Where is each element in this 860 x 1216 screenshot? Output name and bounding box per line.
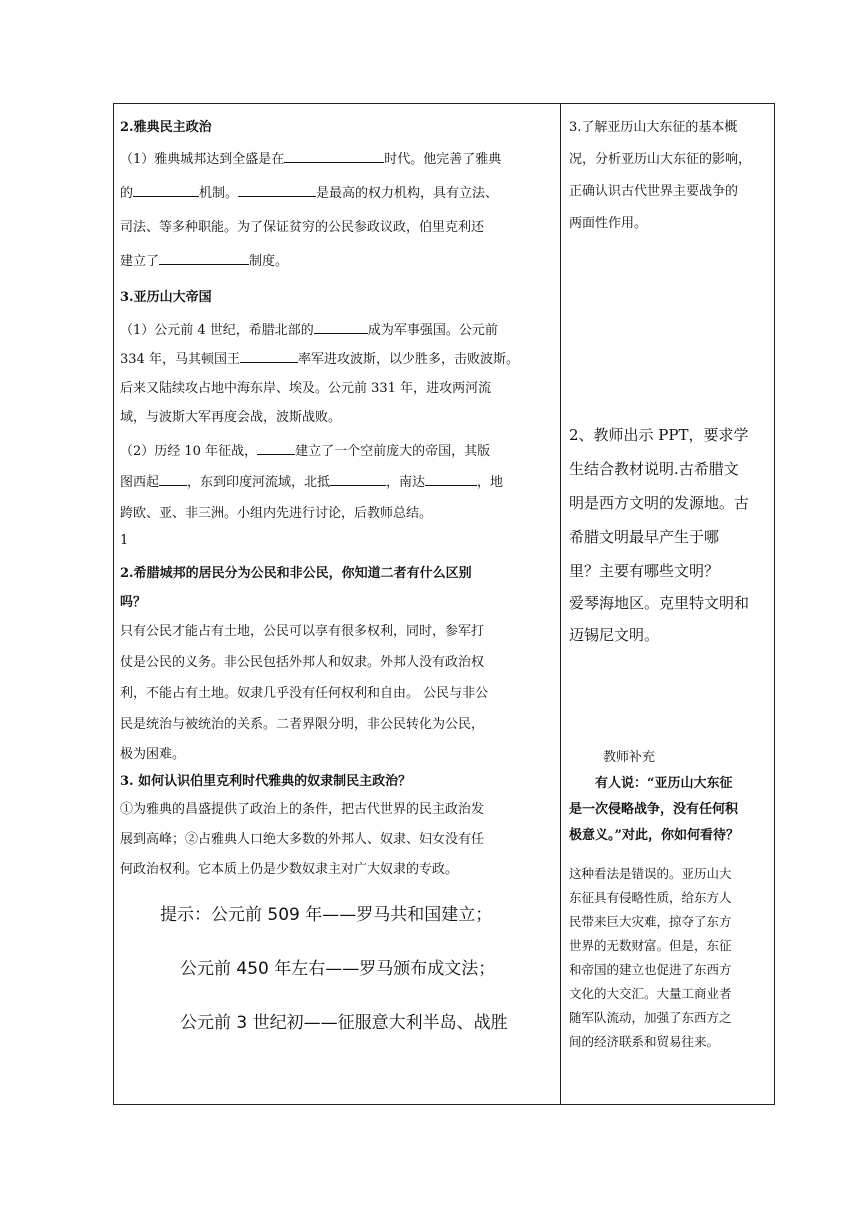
- lesson-table: [113, 103, 775, 1105]
- teacher-supplement-title: 教师补充: [603, 750, 656, 765]
- answer-3-line: ①为雅典的昌盛提供了政治上的条件，把古代世界的民主政治发: [120, 802, 485, 817]
- section-title-athens: 2.雅典民主政治: [120, 120, 212, 135]
- ppt-line: 2、教师出示 PPT，要求学: [569, 426, 749, 444]
- text-line: [120, 471, 503, 490]
- goal-line: 3.了解亚历山大东征的基本概: [569, 120, 738, 135]
- text: 机制。: [199, 186, 239, 201]
- answer-line: 和帝国的建立也促进了东西方: [569, 962, 732, 977]
- answer-2-line: 极为困难。: [120, 747, 186, 762]
- text-line: [120, 182, 498, 201]
- fill-blank[interactable]: [238, 184, 316, 197]
- answer-line: 这种看法是错误的。亚历山大: [569, 866, 732, 881]
- ppt-line: 爱琴海地区。克里特文明和: [569, 594, 750, 612]
- fill-blank[interactable]: [257, 442, 295, 455]
- goal-line: 正确认识古代世界主要战争的: [569, 184, 739, 199]
- text: （2）历经 10 年征战，: [120, 444, 258, 459]
- answer-line: 随军队流动，加强了东西方之: [569, 1010, 732, 1025]
- ppt-line: 迈锡尼文明。: [569, 626, 660, 644]
- quote-line: 极意义。”对此，你如何看待？: [569, 828, 739, 843]
- fill-blank[interactable]: [159, 252, 249, 265]
- text: 时代。他完善了雅典: [384, 152, 502, 167]
- text-line: [120, 148, 501, 167]
- question-3: 3. 如何认识伯里克利时代雅典的奴隶制民主政治？: [120, 774, 412, 789]
- answer-line: 民带来巨大灾难，掠夺了东方: [569, 914, 732, 929]
- answer-2-line: 民是统治与被统治的关系。二者界限分明，非公民转化为公民，: [120, 717, 485, 732]
- content-column: [114, 104, 561, 1104]
- text: 图西起: [120, 475, 160, 490]
- text-line: 跨欧、亚、非三洲。小组内先进行讨论，后教师总结。: [120, 506, 433, 521]
- text: 的: [120, 186, 134, 201]
- hint-line: 公元前 450 年左右——罗马颁布成文法；: [180, 959, 496, 979]
- hint-line: 提示：公元前 509 年——罗马共和国建立；: [160, 905, 493, 925]
- goal-line: 况，分析亚历山大东征的影响，: [569, 152, 752, 167]
- text-line: [120, 440, 490, 459]
- ppt-line: 明是西方文明的发源地。古: [569, 494, 750, 512]
- text-line: [120, 348, 519, 367]
- answer-3-line: 何政治权利。它本质上仍是少数奴隶主对广大奴隶的专政。: [120, 862, 459, 877]
- answer-line: 东征具有侵略性质，给东方人: [569, 890, 732, 905]
- text: 建立了: [120, 254, 160, 269]
- hint-line: 公元前 3 世纪初——征服意大利半岛、战胜: [180, 1013, 508, 1033]
- question-2: 2.希腊城邦的居民分为公民和非公民，你知道二者有什么区别: [120, 566, 472, 581]
- question-2-cont: 吗？: [120, 595, 147, 610]
- quote-line: 是一次侵略战争，没有任何积: [569, 802, 739, 817]
- text-line: [120, 319, 498, 338]
- quote-line: 有人说：“亚历山大东征: [595, 776, 733, 791]
- answer-line: 文化的大交汇。大量工商业者: [569, 986, 732, 1001]
- fill-blank[interactable]: [159, 473, 187, 486]
- answer-2-line: 利，不能占有土地。奴隶几乎没有任何权利和自由。 公民与非公: [120, 686, 489, 701]
- fill-blank[interactable]: [284, 150, 384, 163]
- answer-line: 世界的无数财富。但是，东征: [569, 938, 732, 953]
- text: 制度。: [249, 254, 289, 269]
- answer-2-line: 仗是公民的义务。非公民包括外邦人和奴隶。外邦人没有政治权: [120, 655, 485, 670]
- text-line: 后来又陆续攻占地中海东岸、埃及。公元前 331 年，进攻两河流: [120, 381, 492, 396]
- fill-blank[interactable]: [240, 350, 298, 363]
- ppt-line: 希腊文明最早产生于哪: [569, 528, 720, 546]
- notes-column: [561, 104, 774, 1104]
- fill-blank[interactable]: [314, 321, 368, 334]
- answer-2-line: 只有公民才能占有土地，公民可以享有很多权利，同时，参军打: [120, 624, 485, 639]
- goal-line: 两面性作用。: [569, 216, 648, 231]
- fill-blank[interactable]: [425, 473, 477, 486]
- text: 率军进攻波斯，以少胜多，击败波斯。: [297, 352, 519, 367]
- answer-3-line: 展到高峰；②占雅典人口绝大多数的外邦人、奴隶、妇女没有任: [120, 832, 485, 847]
- text: （1）雅典城邦达到全盛是在: [120, 152, 285, 167]
- text: 334 年，马其顿国王: [120, 352, 240, 367]
- ppt-line: 里？主要有哪些文明？: [569, 562, 720, 580]
- text: 是最高的权力机构，具有立法、: [316, 186, 499, 201]
- text: 成为军事强国。公元前: [367, 323, 498, 338]
- answer-line: 间的经济联系和贸易往来。: [569, 1034, 720, 1049]
- text: ，南达: [386, 475, 426, 490]
- text-line: 司法、等多种职能。为了保证贫穷的公民参政议政，伯里克利还: [120, 220, 485, 235]
- fill-blank[interactable]: [133, 184, 199, 197]
- text: 建立了一个空前庞大的帝国，其版: [295, 444, 491, 459]
- text-line: 域，与波斯大军再度会战，波斯战败。: [120, 410, 342, 425]
- line-number: 1: [120, 533, 129, 548]
- text-line: [120, 250, 288, 269]
- section-title-alexander: 3.亚历山大帝国: [120, 290, 212, 305]
- fill-blank[interactable]: [330, 473, 386, 486]
- text: ，东到印度河流域，北抵: [187, 475, 331, 490]
- text: （1）公元前 4 世纪，希腊北部的: [120, 323, 314, 338]
- text: ，地: [477, 475, 504, 490]
- ppt-line: 生结合教材说明.古希腊文: [569, 460, 739, 478]
